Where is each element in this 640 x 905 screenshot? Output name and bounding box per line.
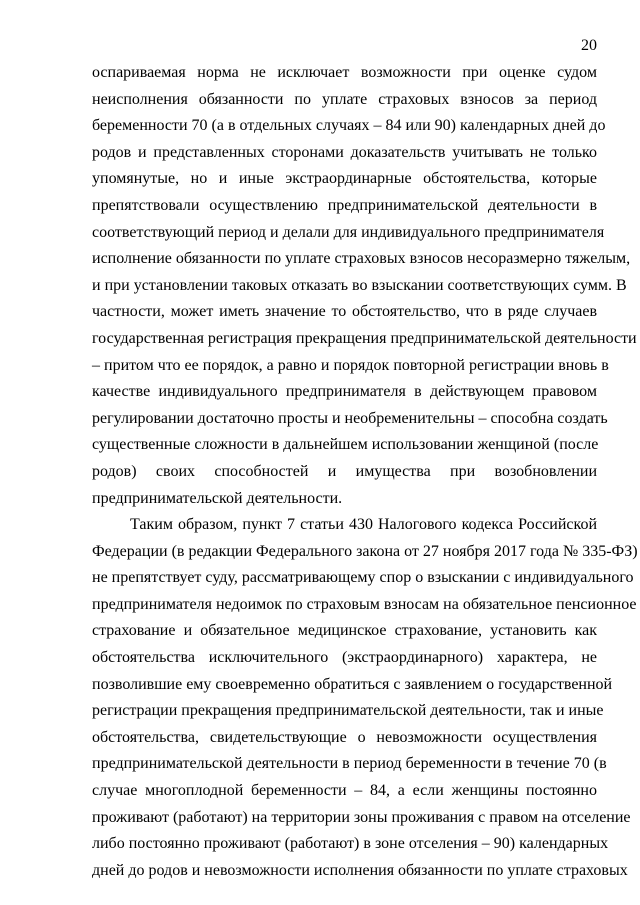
page-number: 20: [581, 37, 597, 54]
text-line: упомянутые, но и иные экстраординарные обстоятельства, которые: [92, 170, 597, 188]
text-line: предпринимательской деятельности.: [92, 489, 343, 507]
text-line: государственная регистрация прекращения предпринимательской деятельности: [92, 329, 637, 347]
text-line: случае многоплодной беременности – 84, а если женщины постоянно: [92, 782, 597, 800]
text-line: дней до родов и невозможности исполнения обязанности по уплате страховых: [92, 861, 628, 879]
text-line: обстоятельства исключительного (экстраординарного) характера, не: [92, 649, 597, 667]
text-line: соответствующий период и делали для индивидуального предпринимателя: [92, 223, 605, 241]
text-line: существенные сложности в дальнейшем использовании женщиной (после: [92, 436, 599, 454]
text-line: регулировании достаточно просты и необременительны – способна создать: [92, 409, 608, 427]
text-line: качестве индивидуального предпринимателя в действующем правовом: [92, 383, 597, 401]
text-line: страхование и обязательное медицинское страхование, установить как: [92, 622, 597, 640]
text-line: неисполнения обязанности по уплате страховых взносов за период: [92, 90, 597, 108]
text-line: проживают (работают) на территории зоны проживания с правом на отселение: [92, 808, 631, 826]
text-line: родов) своих способностей и имущества при возобновлении: [92, 462, 597, 480]
text-line: препятствовали осуществлению предпринимательской деятельности в: [92, 196, 597, 214]
text-line: оспариваемая норма не исключает возможности при оценке судом: [92, 64, 597, 81]
text-line: – притом что ее порядок, а равно и порядок повторной регистрации вновь в: [92, 356, 609, 374]
text-line: Федерации (в редакции Федерального закона от 27 ноября 2017 года № 335-ФЗ): [92, 542, 638, 560]
text-line: и при установлении таковых отказать во взыскании соответствующих сумм. В: [92, 276, 627, 294]
text-line: предпринимательской деятельности в период беременности в течение 70 (в: [92, 755, 607, 773]
paragraph-2: [92, 512, 638, 884]
paragraph-1: [92, 60, 637, 512]
body-text: [92, 60, 638, 884]
text-line: родов и представленных сторонами доказательств учитывать не только: [92, 143, 597, 161]
text-line: не препятствует суду, рассматривающему спор о взыскании с индивидуального: [92, 569, 634, 587]
text-line: беременности 70 (а в отдельных случаях – 84 или 90) календарных дней до: [92, 117, 606, 135]
text-line: частности, может иметь значение то обстоятельство, что в ряде случаев: [92, 303, 597, 321]
text-line: предпринимателя недоимок по страховым взносам на обязательное пенсионное: [92, 595, 637, 613]
text-line: регистрации прекращения предпринимательской деятельности, так и иные: [92, 702, 604, 720]
text-line: позволившие ему своевременно обратиться с заявлением о государственной: [92, 675, 613, 693]
text-line: Таким образом, пункт 7 статьи 430 Налогового кодекса Российской: [130, 516, 597, 534]
text-line: обстоятельства, свидетельствующие о невозможности осуществления: [92, 728, 597, 746]
text-line: либо постоянно проживают (работают) в зоне отселения – 90) календарных: [92, 835, 609, 853]
text-line: исполнение обязанности по уплате страховых взносов несоразмерно тяжелым,: [92, 250, 631, 268]
